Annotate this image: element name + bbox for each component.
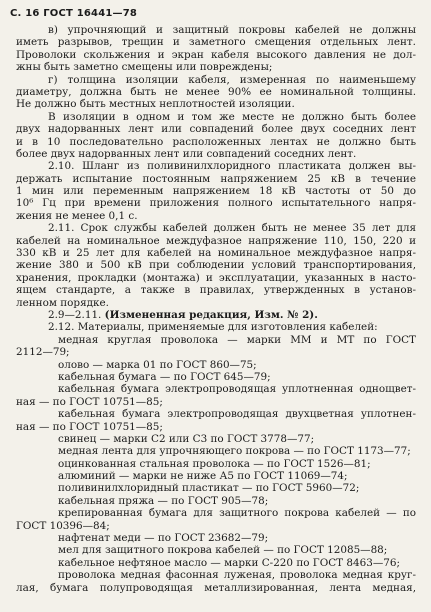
- text-line-content: ная — по ГОСТ 10751—85;: [16, 395, 163, 408]
- text-line-content: ГОСТ 10396—84;: [16, 519, 110, 532]
- text-line: [16, 421, 416, 433]
- text-line-content: жения не менее 0,1 с.: [16, 209, 138, 222]
- text-line: [16, 309, 416, 321]
- text-line: [16, 321, 416, 333]
- text-line-content: жны быть заметно смещены или повреждены;: [16, 61, 273, 74]
- text-line: [16, 136, 416, 148]
- text-line-content: и в 10 последовательно расположенных лентах не должно быть: [16, 135, 416, 148]
- text-line-content: В изоляции в одном и том же месте не должно быть более: [48, 110, 416, 123]
- text-line-content: Не должно быть местных неплотностей изоляции.: [16, 98, 295, 111]
- text-line: [16, 544, 416, 556]
- text-line: [16, 569, 416, 581]
- text-line: [16, 408, 416, 420]
- text-line-content: кабельная бумага электропроводящая двухцветная уплотнен-: [58, 408, 416, 421]
- text-line: [16, 173, 416, 185]
- document-body: [16, 24, 416, 594]
- text-line-content: иметь разрывов, трещин и заметного смещения отдельных лент.: [16, 36, 416, 49]
- text-line-content: держать испытание постоянным напряжением 25 кВ в течение: [16, 172, 416, 185]
- text-line: [16, 445, 416, 457]
- text-line-content: нафтенат меди — по ГОСТ 23682—79;: [58, 532, 269, 545]
- text-line-content: более двух надорванных лент или совпадений соседних лент.: [16, 147, 357, 160]
- text-line: [16, 383, 416, 395]
- text-line: [16, 532, 416, 544]
- text-line: [16, 148, 416, 160]
- text-line: [16, 470, 416, 482]
- text-line-content: медная лента для упрочняющего покрова — по ГОСТ 1173—77;: [58, 445, 411, 458]
- text-line-content: 10⁶ Гц при времени приложения полного испытательного напря-: [16, 197, 416, 210]
- text-line: [16, 359, 416, 371]
- text-line: [16, 458, 416, 470]
- text-line-content: кабельная бумага — по ГОСТ 645—79;: [58, 370, 271, 383]
- text-line: [16, 284, 416, 296]
- text-line-content: жение 380 и 500 кВ при соблюдении условий транспортирования,: [16, 259, 416, 272]
- text-line-content: Проволоки скольжения и экран кабеля высокого давления не дол-: [16, 48, 416, 61]
- text-line-content: 2112—79;: [16, 346, 70, 359]
- text-line-content: хранения, прокладки (монтажа) и эксплуатации, указанных в насто-: [16, 271, 416, 284]
- text-line: [16, 495, 416, 507]
- text-line-content: 2.11. Срок службы кабелей должен быть не менее 35 лет для: [48, 222, 416, 235]
- text-line-content: в) упрочняющий и защитный покровы кабелей не должны: [48, 24, 416, 36]
- text-line: [16, 507, 416, 519]
- text-line-content: ящем стандарте, а также в правилах, утвержденных в установ-: [16, 284, 416, 297]
- text-line-content: алюминий — марки не ниже А5 по ГОСТ 11069—74;: [58, 470, 348, 483]
- text-line-content: кабельная бумага электропроводящая уплотненная однощвет-: [58, 383, 416, 396]
- text-line: [16, 160, 416, 172]
- text-line: [16, 272, 416, 284]
- text-line-content: олово — марка 01 по ГОСТ 860—75;: [58, 358, 257, 371]
- text-line: [16, 259, 416, 271]
- text-line: [16, 210, 416, 222]
- text-line: [16, 86, 416, 98]
- text-line: [16, 482, 416, 494]
- text-line-content: медная круглая проволока — марки ММ и МТ по ГОСТ: [58, 333, 416, 346]
- text-line: [16, 235, 416, 247]
- text-line-content: 2.10. Шланг из поливинилхлоридного пластиката должен вы-: [48, 160, 416, 173]
- text-line-content: свинец — марки С2 или С3 по ГОСТ 3778—77;: [58, 432, 315, 445]
- text-line-content: кабельное нефтяное масло — марки С-220 по ГОСТ 8463—76;: [58, 556, 400, 569]
- text-line: [16, 36, 416, 48]
- text-line: [16, 98, 416, 110]
- text-line-content: 330 кВ и 25 лет для кабелей на номинальное междуфазное напря-: [16, 247, 416, 260]
- text-line-content: г) толщина изоляции кабеля, измеренная по наименьшему: [48, 73, 416, 86]
- text-line: [16, 334, 416, 346]
- text-line-content: оцинкованная стальная проволока — по ГОСТ 1526—81;: [58, 457, 371, 470]
- text-line: [16, 433, 416, 445]
- text-line-content: 1 мин или переменным напряжением 18 кВ частоты от 50 до: [16, 185, 416, 198]
- text-line-content: лая, бумага полупроводящая металлизированная, лента медная,: [16, 581, 416, 594]
- text-line-content: диаметру, должна быть не менее 90% ее номинальной толщины.: [16, 85, 416, 98]
- text-line: [16, 247, 416, 259]
- text-line-content: кабелей на номинальное междуфазное напряжение 110, 150, 220 и: [16, 234, 416, 247]
- text-line-content: двух надорванных лент или совпадений более двух соседних лент: [16, 123, 416, 136]
- text-line-content: кабельная пряжа — по ГОСТ 905—78;: [58, 494, 269, 507]
- text-line: [16, 582, 416, 594]
- text-line: [16, 557, 416, 569]
- text-line: [16, 197, 416, 209]
- text-line-content: ленном порядке.: [16, 296, 109, 309]
- text-line: [16, 222, 416, 234]
- text-line: [16, 123, 416, 135]
- amendment-note: (Измененная редакция, Изм. № 2).: [104, 308, 318, 321]
- text-line: [16, 185, 416, 197]
- text-line-content: ная — по ГОСТ 10751—85;: [16, 420, 163, 433]
- text-line-content: 2.12. Материалы, применяемые для изготовления кабелей:: [48, 321, 378, 334]
- text-line: [16, 346, 416, 358]
- text-line: [16, 520, 416, 532]
- text-line: [16, 49, 416, 61]
- text-line: [16, 111, 416, 123]
- text-line: [16, 24, 416, 36]
- text-line-content: мел для защитного покрова кабелей — по ГОСТ 12085—88;: [58, 544, 388, 557]
- text-line-content: проволока медная фасонная луженая, проволока медная круг-: [58, 569, 416, 582]
- text-line: [16, 297, 416, 309]
- text-line-content: поливинилхлоридный пластикат — по ГОСТ 5960—72;: [58, 482, 360, 495]
- text-line-content: 2.9—2.11. (Измененная редакция, Изм. № 2).: [48, 308, 318, 321]
- text-line-content: крепированная бумага для защитного покрова кабелей — по: [58, 507, 416, 520]
- text-line: [16, 371, 416, 383]
- text-line: [16, 61, 416, 73]
- page-header: С. 16 ГОСТ 16441—78: [10, 8, 138, 19]
- text-line: [16, 74, 416, 86]
- text-line: [16, 396, 416, 408]
